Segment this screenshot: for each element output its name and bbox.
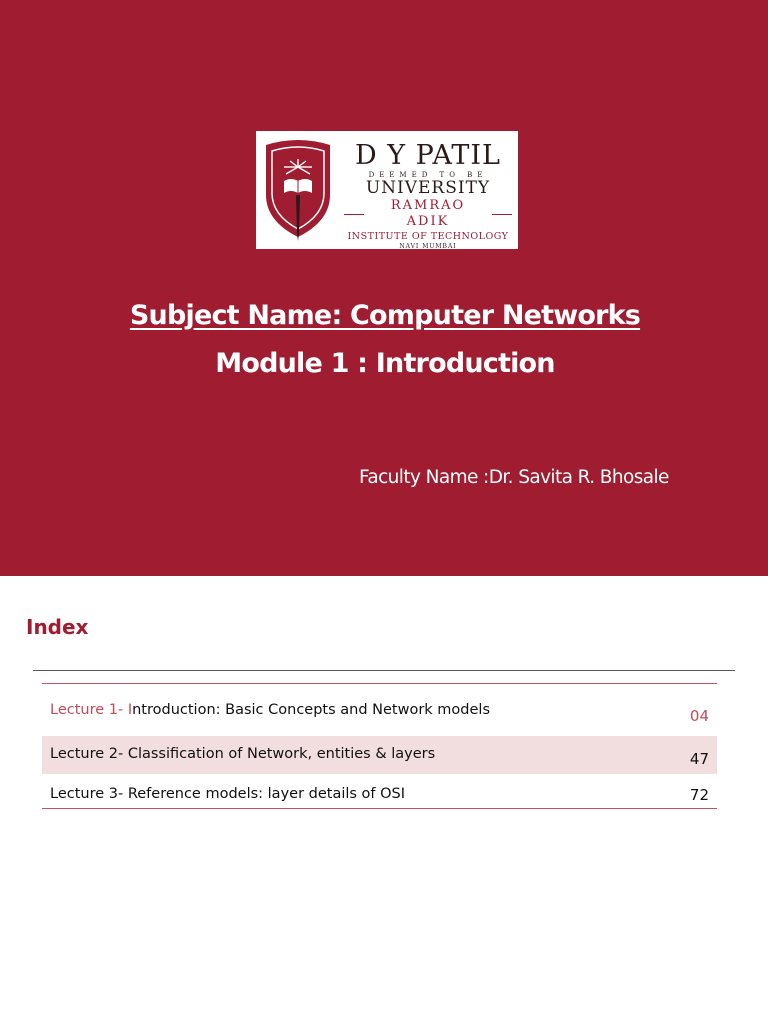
index-divider: [33, 670, 735, 671]
lecture-1-label: [50, 702, 490, 718]
lecture-2-page: 47: [689, 750, 709, 768]
index-table: [42, 683, 717, 809]
logo-deemed: DEEMED TO BE: [368, 171, 488, 179]
table-row: [42, 774, 717, 809]
logo-wordmark: [344, 141, 512, 251]
lecture-1-text: ntroduction: Basic Concepts and Network models: [132, 702, 491, 718]
logo-rule-left: [344, 214, 364, 215]
shield-crest-icon: [262, 137, 334, 245]
logo-university: UNIVERSITY: [365, 178, 491, 198]
logo-institute: INSTITUTE OF TECHNOLOGY: [347, 231, 509, 242]
logo-name: D Y PATIL: [355, 140, 501, 171]
university-logo: [256, 131, 518, 249]
logo-rule-right: [492, 214, 512, 215]
lecture-2-label: Lecture 2- Classification of Network, entities & layers: [50, 746, 436, 762]
faculty-name: Faculty Name :Dr. Savita R. Bhosale: [359, 467, 669, 488]
index-heading: Index: [26, 615, 89, 639]
lecture-3-page: 72: [689, 786, 709, 804]
lecture-1-page: 04: [689, 707, 709, 725]
table-row: [42, 736, 717, 774]
table-row: [42, 684, 717, 736]
logo-ramrao-text: RAMRAO ADIK: [390, 198, 466, 229]
module-title: Module 1 : Introduction: [215, 348, 555, 379]
subject-title: Subject Name: Computer Networks: [129, 300, 641, 331]
lecture-3-label: Lecture 3- Reference models: layer details of OSI: [50, 786, 406, 802]
logo-ramrao: [344, 198, 512, 230]
lecture-1-prefix: Lecture 1- I: [50, 702, 133, 718]
logo-location: NAVI MUMBAI: [399, 243, 457, 250]
